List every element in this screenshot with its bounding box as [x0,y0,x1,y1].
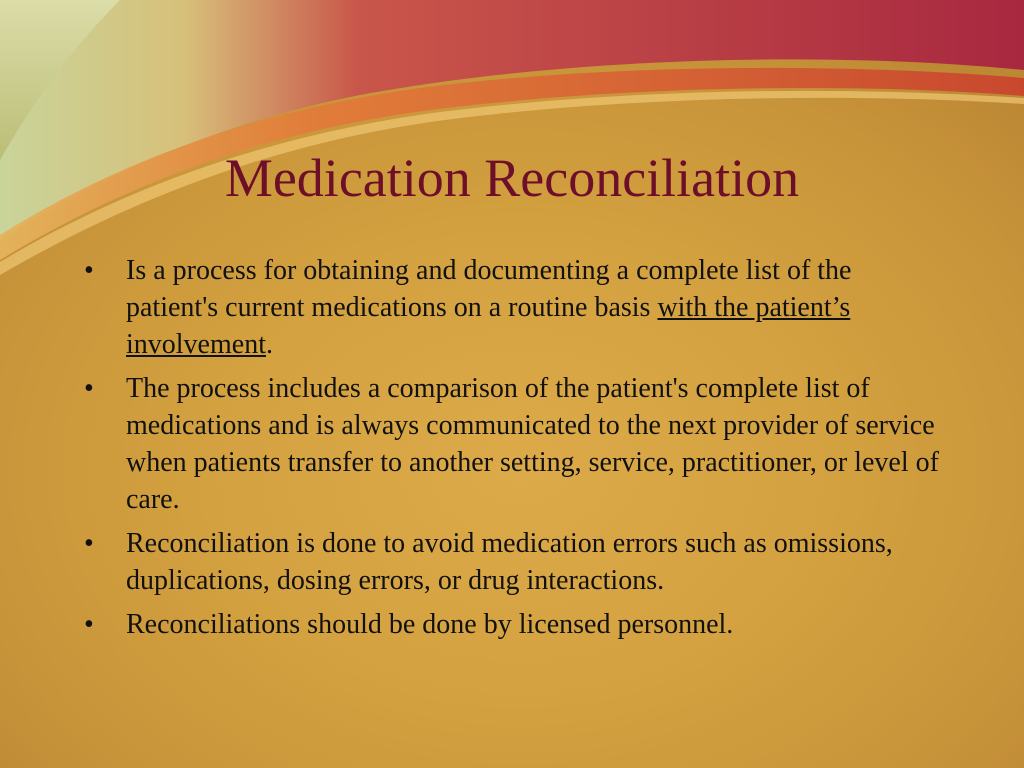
bullet-icon: • [84,255,94,286]
bullet-text-end: . [265,329,273,360]
list-item [84,370,944,518]
bullet-icon: • [84,528,94,559]
bullet-icon: • [84,609,94,640]
bullet-text: Is a process for obtaining and documenting a complete list of the patient's current medications on a routine basis [126,255,852,323]
bullet-list [84,252,944,650]
slide-title: Medication Reconciliation [224,148,800,208]
bullet-icon: • [84,373,94,404]
bullet-text: Reconciliation is done to avoid medication errors such as omissions, duplications, dosing errors, or drug interactions. [126,528,893,596]
list-item [84,525,944,599]
list-item [84,252,944,363]
bullet-text: Reconciliations should be done by licensed personnel. [126,609,734,640]
bullet-text: The process includes a comparison of the patient's complete list of medications and is always communicated to the next provider of service when patients transfer to another setting, service, practitioner, or level of care. [126,373,939,515]
list-item [84,606,944,643]
underlined-text: with the patient’s involvement [126,292,851,360]
